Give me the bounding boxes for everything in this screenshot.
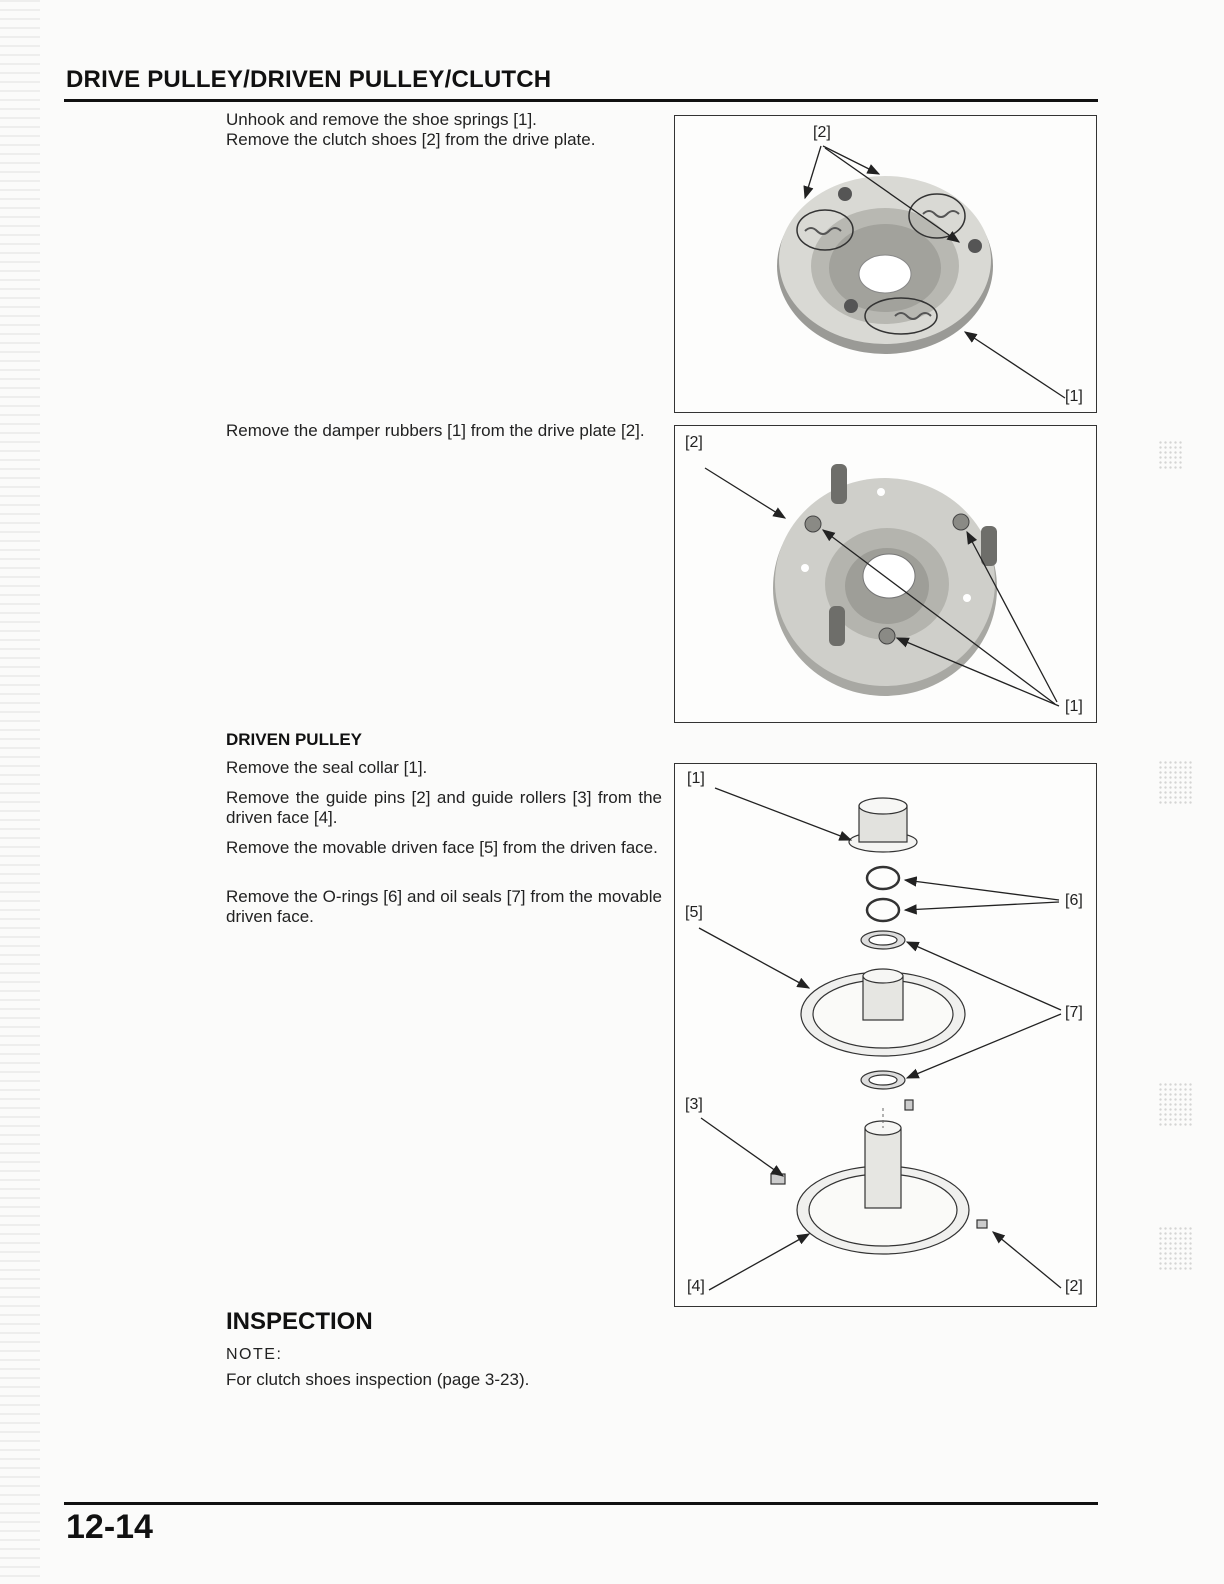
driven-pulley-step: [226, 758, 662, 778]
scan-edge-artifact: [0, 0, 40, 1584]
clutch-illustration: [675, 116, 1096, 412]
page-title: DRIVE PULLEY/DRIVEN PULLEY/CLUTCH: [66, 66, 552, 93]
page-number: 12-14: [66, 1508, 153, 1546]
scan-speckle: [1158, 1082, 1192, 1126]
scan-speckle: [1158, 760, 1192, 804]
callout-label: [1]: [1065, 698, 1083, 715]
driven-pulley-step: [226, 887, 662, 927]
figure-clutch-shoes: [674, 115, 1097, 413]
callout-label: [4]: [687, 1278, 705, 1295]
header-rule: [64, 99, 1098, 102]
instruction-line: Unhook and remove the shoe springs [1].: [226, 110, 537, 129]
instruction-line: Remove the O-rings [6] and oil seals [7] from the movable driven face.: [226, 887, 662, 926]
driven-pulley-illustration: [675, 764, 1096, 1306]
callout-label: [2]: [1065, 1278, 1083, 1295]
section-heading: INSPECTION: [226, 1308, 373, 1335]
callout-label: [3]: [685, 1096, 703, 1113]
note-line: For clutch shoes inspection (page 3-23).: [226, 1370, 530, 1389]
callout-label: [1]: [687, 770, 705, 787]
note-text: [226, 1370, 662, 1390]
callout-label: [2]: [685, 434, 703, 451]
scan-speckle: [1158, 1226, 1192, 1270]
instruction-line: Remove the seal collar [1].: [226, 758, 428, 777]
callout-label: [1]: [1065, 388, 1083, 405]
driven-pulley-step: [226, 788, 662, 828]
footer-rule: [64, 1502, 1098, 1505]
damper-instruction: [226, 421, 676, 441]
callout-label: [6]: [1065, 892, 1083, 909]
figure-drive-plate: [674, 425, 1097, 723]
driven-pulley-step: [226, 838, 662, 858]
drive-plate-illustration: [675, 426, 1096, 722]
clutch-shoes-instructions: [226, 110, 662, 150]
instruction-line: Remove the movable driven face [5] from the driven face.: [226, 838, 658, 857]
scan-speckle: [1158, 440, 1184, 470]
callout-label: [5]: [685, 904, 703, 921]
section-subheading: DRIVEN PULLEY: [226, 730, 363, 749]
instruction-line: Remove the damper rubbers [1] from the drive plate [2].: [226, 421, 645, 440]
instruction-line: Remove the clutch shoes [2] from the drive plate.: [226, 130, 596, 149]
figure-driven-pulley-exploded: [674, 763, 1097, 1307]
callout-label: [2]: [813, 124, 831, 141]
callout-label: [7]: [1065, 1004, 1083, 1021]
note-label: NOTE:: [226, 1346, 283, 1363]
instruction-line: Remove the guide pins [2] and guide rollers [3] from the driven face [4].: [226, 788, 662, 827]
